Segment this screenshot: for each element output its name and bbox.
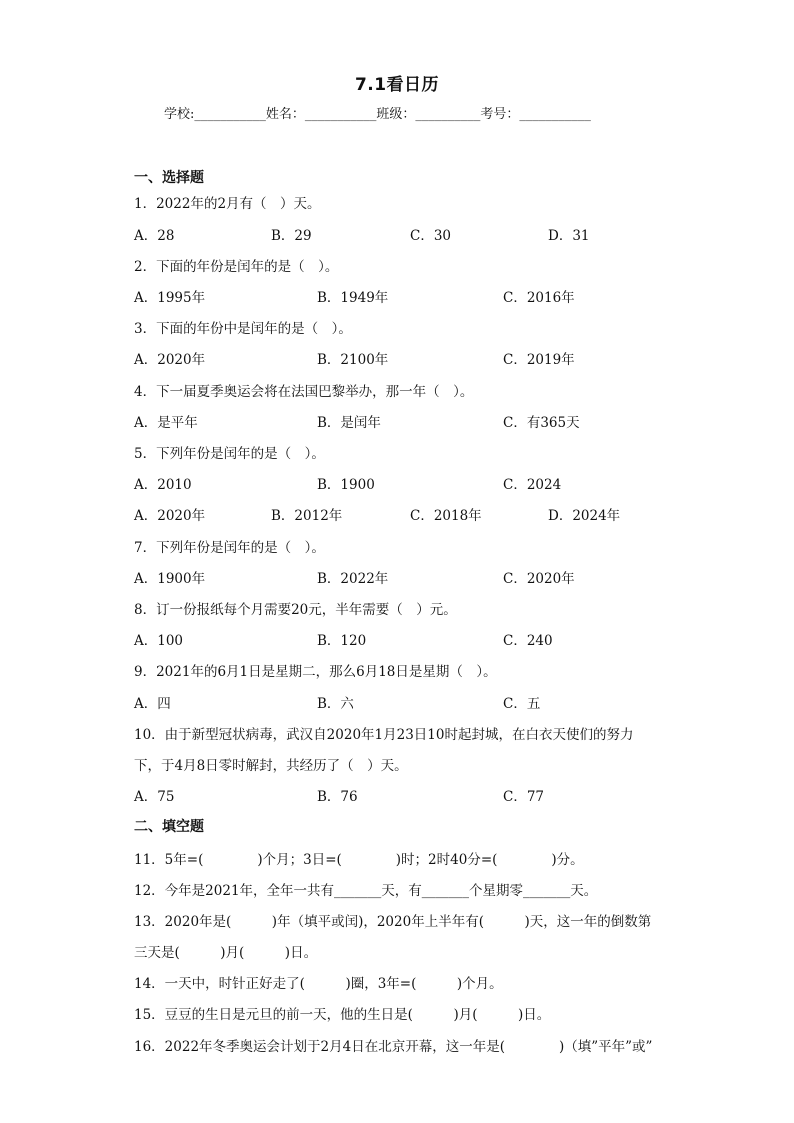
q1-option-b: B．29 — [271, 228, 312, 244]
q9-option-b: B．六 — [317, 696, 354, 712]
question-9: 9．2021年的6月1日是星期二，那么6月18日是星期（ ）。 — [134, 664, 497, 680]
q3-option-c: C．2019年 — [503, 352, 575, 368]
q4-option-c: C．有365天 — [503, 415, 580, 431]
q1-option-a: A．28 — [134, 228, 175, 244]
q9-option-c: C．五 — [503, 696, 541, 712]
q1-option-d: D．31 — [548, 228, 590, 244]
q10-option-a: A．75 — [134, 789, 175, 805]
question-1: 1．2022年的2月有（ ）天。 — [134, 196, 321, 212]
question-10-line1: 10．由于新型冠状病毒，武汉自2020年1月23日10时起封城，在白衣天使们的努力 — [134, 727, 634, 743]
question-11: 11．5年=( )个月；3日=( )时；2时40分=( )分。 — [134, 852, 584, 868]
q7-option-a: A．1900年 — [134, 571, 206, 587]
q2-option-c: C．2016年 — [503, 290, 575, 306]
q5-option-b: B．1900 — [317, 477, 375, 493]
q2-option-b: B．1949年 — [317, 290, 389, 306]
question-13-line1: 13．2020年是( )年（填平或闰)，2020年上半年有( )天，这一年的倒数第 — [134, 914, 652, 930]
q8-option-b: B．120 — [317, 633, 367, 649]
q2-option-a: A．1995年 — [134, 290, 206, 306]
question-5: 5．下列年份是闰年的是（ ）。 — [134, 446, 325, 462]
q7-option-c: C．2020年 — [503, 571, 575, 587]
q3-option-b: B．2100年 — [317, 352, 389, 368]
q10-option-c: C．77 — [503, 789, 545, 805]
q7-option-b: B．2022年 — [317, 571, 389, 587]
question-10-line2: 下，于4月8日零时解封，共经历了（ ）天。 — [134, 758, 408, 774]
question-2: 2．下面的年份是闰年的是（ ）。 — [134, 259, 339, 275]
q4-option-a: A．是平年 — [134, 415, 198, 431]
question-12: 12．今年是2021年，全年一共有_______天，有_______个星期零_______天。 — [134, 883, 598, 899]
question-7: 7．下列年份是闰年的是（ ）。 — [134, 540, 325, 556]
q5-option-c: C．2024 — [503, 477, 562, 493]
page-title: 7.1看日历 — [354, 75, 440, 95]
q4-option-b: B．是闰年 — [317, 415, 381, 431]
question-4: 4．下一届夏季奥运会将在法国巴黎举办，那一年（ ）。 — [134, 384, 474, 400]
question-8: 8．订一份报纸每个月需要20元，半年需要（ ）元。 — [134, 602, 457, 618]
q6-option-b: B．2012年 — [271, 508, 343, 524]
q5-option-a: A．2010 — [134, 477, 192, 493]
section-fill-title: 二、填空题 — [134, 819, 204, 835]
q8-option-c: C．240 — [503, 633, 553, 649]
question-16: 16．2022年冬季奥运会计划于2月4日在北京开幕，这一年是( )（填”平年”或” — [134, 1039, 653, 1055]
section-choice-title: 一、选择题 — [134, 170, 204, 186]
q9-option-a: A．四 — [134, 696, 171, 712]
q8-option-a: A．100 — [134, 633, 184, 649]
question-3: 3．下面的年份中是闰年的是（ ）。 — [134, 321, 352, 337]
question-15: 15．豆豆的生日是元旦的前一天，他的生日是( )月( )日。 — [134, 1007, 551, 1023]
q6-option-a: A．2020年 — [134, 508, 206, 524]
q10-option-b: B．76 — [317, 789, 358, 805]
q3-option-a: A．2020年 — [134, 352, 206, 368]
question-14: 14．一天中，时针正好走了( )圈，3年=( )个月。 — [134, 976, 503, 992]
q6-option-c: C．2018年 — [410, 508, 482, 524]
q1-option-c: C．30 — [410, 228, 452, 244]
q6-option-d: D．2024年 — [548, 508, 621, 524]
question-13-line2: 三天是( )月( )日。 — [134, 945, 318, 961]
student-info-line: 学校:___________姓名：___________班级：__________考号：___________ — [164, 107, 591, 122]
